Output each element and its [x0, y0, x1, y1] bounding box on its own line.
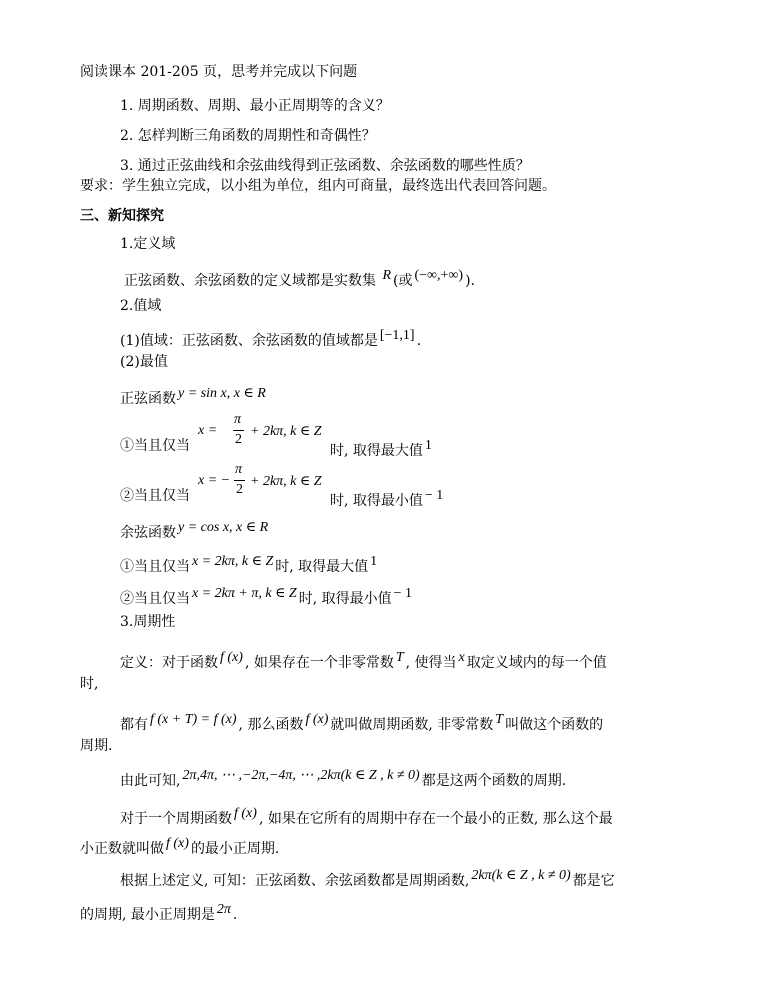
cosine-max-suffix: 时, 取得最大值 — [275, 559, 369, 575]
period-min-line2-fx: f (x) — [166, 836, 189, 851]
cosine-max-prefix: ①当且仅当 — [120, 559, 190, 575]
sine-min-result — [330, 486, 445, 511]
period-min-line2 — [80, 834, 279, 859]
sine-min-pi: π — [235, 462, 243, 477]
sine-label — [120, 384, 268, 409]
period-eq-line2: 周期. — [80, 738, 113, 754]
set-r-math: R — [382, 268, 392, 283]
cosine-min-prefix: ②当且仅当 — [120, 591, 190, 607]
period-def-fx: f (x) — [220, 650, 243, 665]
sine-max-prefix: ①当且仅当 — [120, 438, 190, 454]
period-concl-line2-a: 的周期, 最小正周期是 — [80, 907, 215, 923]
sine-min-two: 2 — [236, 482, 243, 497]
range-item-1 — [120, 326, 421, 351]
question-2: 2. 怎样判断三角函数的周期性和奇偶性？ — [120, 128, 376, 144]
sine-min-value: − 1 — [424, 488, 444, 503]
period-eq-formula: f (x + T) = f (x) — [150, 712, 237, 727]
domain-text-c: ). — [465, 273, 475, 289]
sine-formula-math: y = sin x, x ∈ R — [178, 386, 266, 401]
period-min-line2-b: 的最小正周期. — [190, 841, 280, 857]
question-3: 3. 通过正弦曲线和余弦曲线得到正弦函数、余弦函数的哪些性质？ — [120, 158, 530, 174]
cosine-min-suffix: 时, 取得最小值 — [298, 591, 392, 607]
cosine-label — [120, 518, 270, 543]
cosine-min-value: − 1 — [393, 586, 413, 601]
period-hence-a: 由此可知, — [120, 773, 181, 789]
range-title: 2.值域 — [120, 298, 162, 314]
cosine-max-line — [120, 552, 379, 577]
sine-min-suffix: 时, 取得最小值 — [330, 493, 423, 509]
sine-label-text: 正弦函数 — [120, 391, 176, 407]
cosine-formula-math: y = cos x, x ∈ R — [178, 520, 269, 535]
period-min-line2-a: 小正数就叫做 — [80, 841, 164, 857]
period-def-x: x — [458, 650, 465, 665]
sine-max-value: 1 — [424, 438, 432, 453]
sine-min-x-lhs: x = − — [198, 473, 231, 488]
cosine-max-x: x = 2kπ, k ∈ Z — [192, 554, 274, 569]
period-definition — [120, 648, 607, 673]
sine-max-two: 2 — [235, 432, 242, 447]
cosine-label-text: 余弦函数 — [120, 525, 176, 541]
period-min-fx: f (x) — [234, 806, 257, 821]
period-title: 3.周期性 — [120, 614, 176, 630]
period-min-line — [120, 804, 613, 829]
domain-text — [124, 266, 475, 291]
period-def-c: , 使得当 — [405, 655, 457, 671]
period-min-b: , 如果在它所有的周期中存在一个最小的正数, 那么这个最 — [258, 811, 613, 827]
period-concl-formula: 2kπ(k ∈ Z , k ≠ 0) — [471, 868, 571, 883]
sine-min-fraction-bar — [234, 480, 245, 481]
sine-max-x-lhs: x = — [198, 423, 218, 438]
period-def-T: T — [395, 650, 404, 665]
period-eq-c: 就叫做周期函数, 非零常数 — [330, 717, 494, 733]
range-interval-math: [−1,1] — [379, 328, 415, 343]
period-min-a: 对于一个周期函数 — [120, 811, 232, 827]
period-concl-a: 根据上述定义, 可知：正弦函数、余弦函数都是周期函数, — [120, 873, 470, 889]
period-def-b: , 如果存在一个非零常数 — [244, 655, 394, 671]
question-1: 1. 周期函数、周期、最小正周期等的含义？ — [120, 98, 390, 114]
section-title: 三、新知探究 — [80, 208, 164, 224]
period-concl-2pi: 2π — [216, 902, 231, 917]
period-eq-fx: f (x) — [305, 712, 329, 727]
period-hence-b: 都是这两个函数的周期. — [421, 773, 567, 789]
sine-max-x-rhs: + 2kπ, k ∈ Z — [250, 424, 322, 439]
period-def-a: 定义：对于函数 — [120, 655, 218, 671]
sine-min-x-rhs: + 2kπ, k ∈ Z — [250, 474, 322, 489]
sine-max-pi: π — [234, 412, 242, 427]
sine-max-fraction-bar — [233, 430, 244, 431]
sine-min-line — [120, 486, 190, 506]
period-def-d: 取定义域内的每一个值 — [466, 655, 607, 671]
cosine-max-value: 1 — [370, 554, 378, 569]
sine-max-result — [330, 436, 434, 461]
domain-text-b: (或 — [393, 273, 413, 289]
period-concl-b: 都是它 — [572, 873, 615, 889]
interval-math: (−∞,+∞) — [414, 268, 464, 283]
period-eq-T: T — [495, 712, 504, 727]
sine-max-line — [120, 436, 190, 456]
period-eq-a: 都有 — [120, 717, 148, 733]
period-def-line2: 时, — [80, 676, 99, 692]
range-item-1-text: (1)值域：正弦函数、余弦函数的值域都是 — [120, 333, 378, 349]
period-conclusion-line — [120, 866, 615, 891]
requirement-text: 要求：学生独立完成，以小组为单位，组内可商量，最终选出代表回答问题。 — [80, 178, 556, 194]
period-equation-line — [120, 710, 603, 735]
cosine-min-line — [120, 584, 414, 609]
period-eq-d: 叫做这个函数的 — [505, 717, 604, 733]
domain-title: 1.定义域 — [120, 236, 176, 252]
intro-text: 阅读课本 201-205 页，思考并完成以下问题 — [80, 64, 358, 80]
period-hence-formula: 2π,4π, ⋯ ,−2π,−4π, ⋯ ,2kπ(k ∈ Z , k ≠ 0) — [182, 768, 420, 783]
range-item-2-title: (2)最值 — [120, 354, 168, 370]
period-conclusion-line2 — [80, 900, 237, 925]
period-concl-line2-b: . — [232, 907, 238, 923]
sine-max-suffix: 时, 取得最大值 — [330, 443, 423, 459]
sine-min-prefix: ②当且仅当 — [120, 488, 190, 504]
period-eq-b: , 那么函数 — [238, 717, 304, 733]
range-item-1-end: . — [416, 333, 422, 349]
cosine-min-x: x = 2kπ + π, k ∈ Z — [192, 586, 297, 601]
domain-text-a: 正弦函数、余弦函数的定义域都是实数集 — [124, 273, 376, 289]
period-hence-line — [120, 766, 566, 791]
